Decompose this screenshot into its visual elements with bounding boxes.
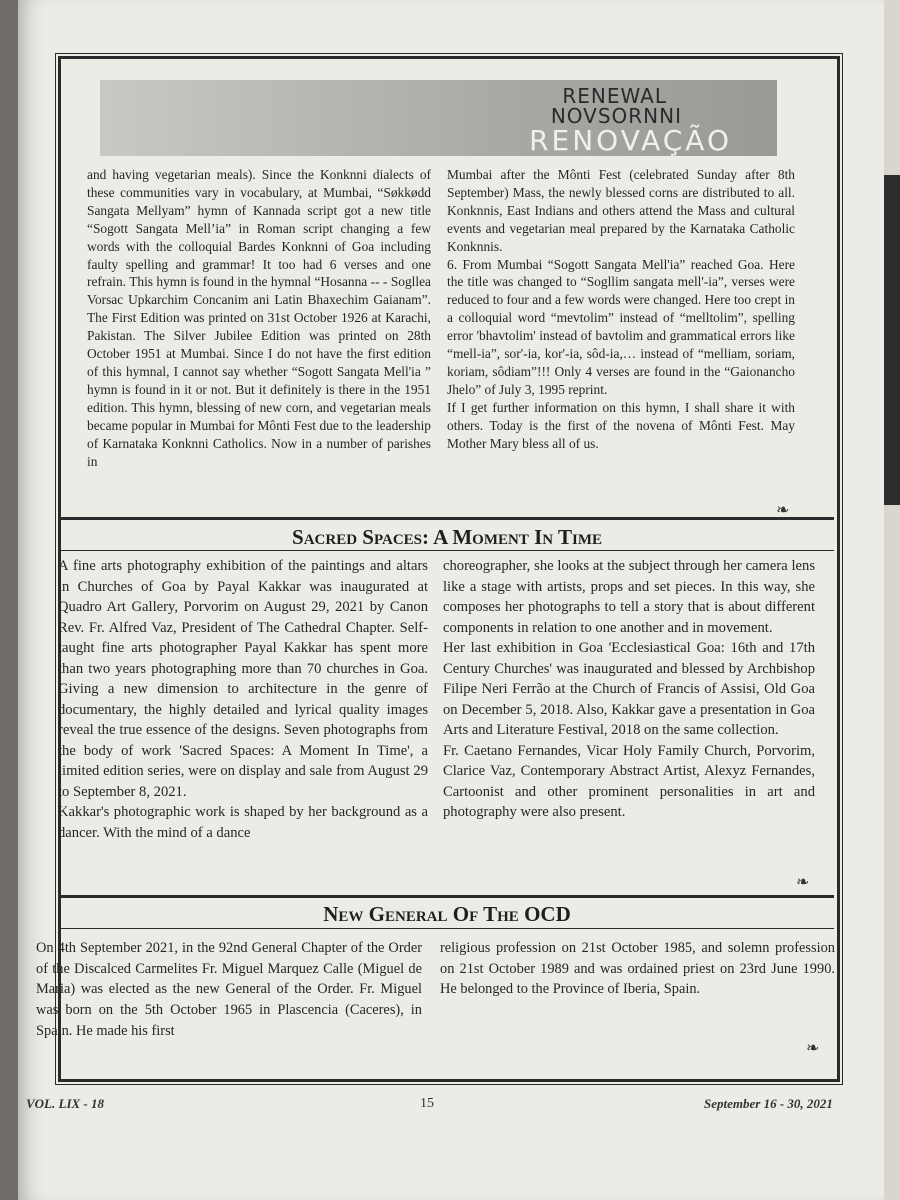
section-rule <box>60 517 834 520</box>
page-number: 15 <box>420 1096 434 1111</box>
article-hymn-left-column <box>87 166 431 470</box>
section-rule <box>60 928 834 929</box>
paragraph: 6. From Mumbai “Sogott Sangata Mell'ia” reached Goa. Here the title was changed to “Sogllim sangata mell'-ia”, verses were reduced to four and a few words were changed. Here too crept in a colloquial word “mevtolim” instead of “melltolim”, spelling error 'bhavtolim' instead of bavtolim and grammatical errors like “mell-ia”, sor'-ia, kor'-ia, sôd-ia,… instead of “melliam, soriam, koriam, sôdiam”!!! Only 4 verses are found in the “Gaionancho Jhelo” of July 3, 1995 reprint. <box>447 256 795 397</box>
volume-label: VOL. LIX - 18 <box>26 1096 104 1111</box>
section-banner <box>100 80 777 156</box>
paragraph: choreographer, she looks at the subject through her camera lens like a stage with artists, props and set pieces. In this way, she composes her photographs to tell a story that is about different components in relation to one another and in movement. <box>443 558 815 636</box>
banner-line-3: RENOVAÇÃO <box>529 124 732 157</box>
paragraph: Fr. Caetano Fernandes, Vicar Holy Family Church, Porvorim, Clarice Vaz, Contemporary Abstract Artist, Alexyz Fernandes, Cartoonist and other prominent personalities in art and photography were also present. <box>443 742 815 820</box>
banner-line-2: NOVSORNNI <box>550 104 682 128</box>
end-ornament: ❧ <box>776 502 790 519</box>
section-rule <box>60 550 834 551</box>
article-sacred-spaces-right-column <box>443 556 815 823</box>
paragraph: A fine arts photography exhibition of the paintings and altars in Churches of Goa by Payal Kakkar was inaugurated at Quadro Art Gallery, Porvorim on August 29, 2021 by Canon Rev. Fr. Alfred Vaz, President of The Cathedral Chapter. Self-taught fine arts photographer Payal Kakkar has spent more than two years photographing more than 70 churches in Goa. Giving a new dimension to architecture in the genre of documentary, the highly detailed and lyrical quality images reveal the true essence of the designs. Seven photographs from the body of work 'Sacred Spaces: A Moment In Time', a limited edition series, were on display and sale from August 29 to September 8, 2021. <box>58 558 428 800</box>
article-sacred-spaces-left-column <box>58 556 428 843</box>
paragraph: and having vegetarian meals). Since the Konknni dialects of these communities vary in vocabulary, at Mumbai, “Søkkødd Sangata Mellyam” hymn of Kannada script got a new title “Sogott Sangata Mell’ia” in Roman script changing a few words with the colloquial Bardes Konknni of Goa including faulty spelling and grammar! It too had 6 verses and one refrain. This hymn is found in the hymnal “Hosanna -- - Sogllea Vorsac Upkarchim Concanim ani Latin Bhaxechim Gaianam”. The First Edition was printed on 31st October 1926 at Karachi, Pakistan. The Silver Jubilee Edition was printed on 28th October 1951 at Mumbai. Since I do not have the first edition of this hymnal, I cannot say whether “Sogott Sangata Mell'ia ” hymn is found in it or not. But it definitely is there in the 1951 edition. This hymn, blessing of new corn, and vegetarian meals became popular in Mumbai for Mônti Fest due to the leadership of Karnataka Konknni Catholics. Now in a number of parishes in <box>87 167 431 469</box>
paragraph: Her last exhibition in Goa 'Ecclesiastical Goa: 16th and 17th Century Churches' was inaugurated and blessed by Archbishop Filipe Neri Ferrão at the Church of Francis of Assisi, Old Goa on December 5, 2018. Also, Kakkar gave a presentation in Goa Arts and Literature Festival, 2018 on the same collection. <box>443 640 815 738</box>
banner-line-1: RENEWAL <box>562 84 667 108</box>
paragraph: If I get further information on this hymn, I shall share it with others. Today is the first of the novena of Mônti Fest. May Mother Mary bless all of us. <box>447 399 795 451</box>
background-object <box>884 175 900 505</box>
article-ocd-general-right-column <box>440 938 835 1000</box>
article-hymn-right-column <box>447 166 795 453</box>
section-rule <box>60 895 834 898</box>
end-ornament: ❧ <box>796 874 810 891</box>
paragraph: Kakkar's photographic work is shaped by her background as a dancer. With the mind of a dance <box>58 804 428 841</box>
paragraph: religious profession on 21st October 1985, and solemn profession on 21st October 1989 and was ordained priest on 23rd June 1990. He belonged to the Province of Iberia, Spain. <box>440 940 835 998</box>
section-heading: Sacred Spaces: A Moment In Time <box>292 525 602 549</box>
paragraph: On 4th September 2021, in the 92nd General Chapter of the Order of the Discalced Carmelites Fr. Miguel Marquez Calle (Miguel de Maria) was elected as the new General of the Order. Fr. Miguel was born on the 5th October 1965 in Plascencia (Caceres), in Spain. He made his first <box>36 940 422 1039</box>
end-ornament: ❧ <box>806 1040 820 1057</box>
paragraph: Mumbai after the Mônti Fest (celebrated Sunday after 8th September) Mass, the newly blessed corns are distributed to all. Konknnis, East Indians and others attend the Mass and cultural events and vegetarian meal prepared by the Karnataka Catholic Konknnis. <box>447 167 795 254</box>
article-ocd-general-left-column <box>36 938 422 1042</box>
section-heading: New General Of The OCD <box>323 902 571 926</box>
issue-date: September 16 - 30, 2021 <box>704 1096 833 1111</box>
